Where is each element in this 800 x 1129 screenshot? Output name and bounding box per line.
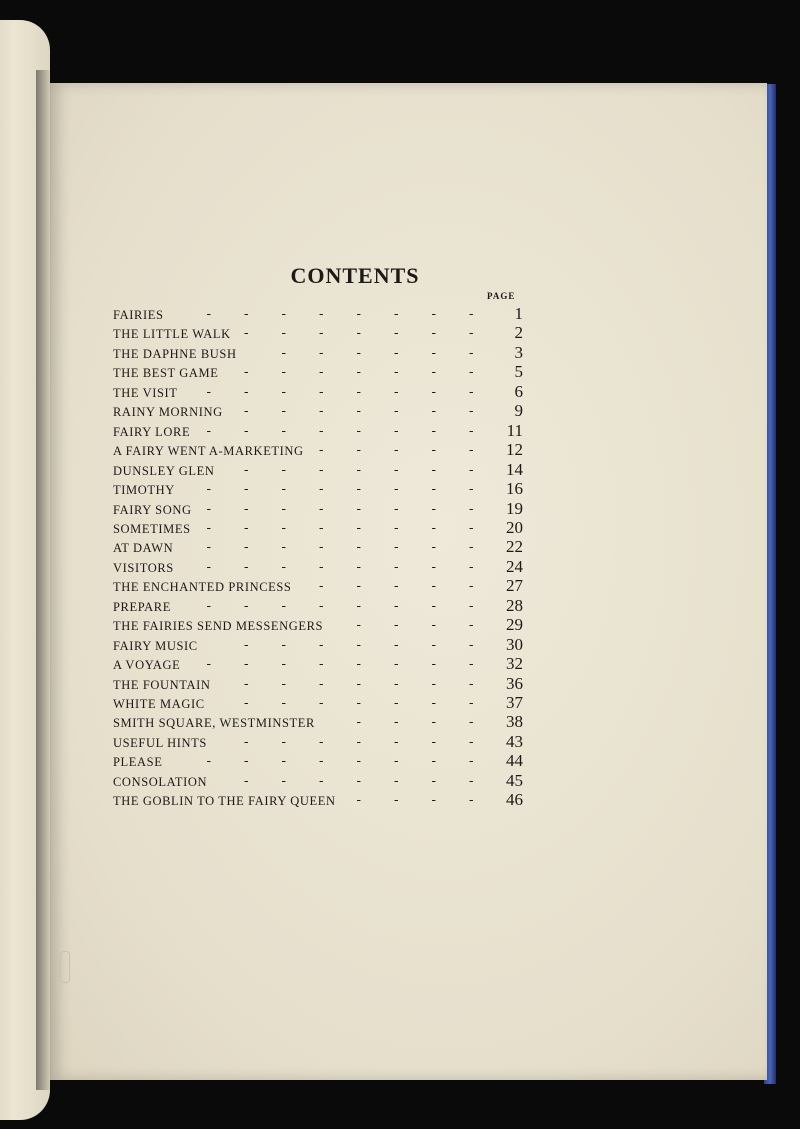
toc-entry <box>113 654 523 677</box>
toc-entry-page-number: 11 <box>506 420 523 440</box>
toc-entry-page-number: 29 <box>506 615 523 635</box>
toc-entry-page-number: 3 <box>514 342 523 362</box>
leader-dashes: - - - - - - - <box>242 405 475 420</box>
toc-entry-page-number: 2 <box>514 323 523 343</box>
toc-entry-page-number: 22 <box>506 537 523 557</box>
toc-entry-title: A FAIRY WENT A-MARKETING <box>113 444 304 459</box>
toc-entry <box>113 595 523 619</box>
leader-dashes: - - - - <box>354 619 475 634</box>
toc-entry-title: FAIRY LORE <box>113 424 191 439</box>
toc-entry <box>113 615 523 638</box>
toc-entry-page-number: 43 <box>506 731 523 751</box>
toc-entry-title: THE GOBLIN TO THE FAIRY QUEEN <box>113 794 336 809</box>
leader-dashes: - - - - - - - - <box>204 755 475 770</box>
toc-entry-title: FAIRY SONG <box>113 502 192 517</box>
toc-entry <box>113 342 523 366</box>
toc-entry <box>113 790 523 813</box>
toc-entry-title: VISITORS <box>113 560 174 575</box>
page-column-label: PAGE <box>487 291 516 301</box>
spine-shadow <box>36 70 52 1090</box>
toc-entry-page-number: 28 <box>506 595 523 615</box>
leader-dashes: - - - - - - - <box>242 366 475 381</box>
toc-entry <box>113 459 523 483</box>
leader-dashes: - - - - - - - - <box>204 521 475 536</box>
toc-entry <box>113 731 523 755</box>
toc-entry-title: DUNSLEY GLEN <box>113 463 215 478</box>
toc-entry-page-number: 37 <box>506 693 523 712</box>
toc-entry-page-number: 38 <box>506 712 523 732</box>
leader-dashes: - - - - - - <box>279 346 475 361</box>
toc-entry-page-number: 20 <box>506 517 523 537</box>
toc-entry-title: CONSOLATION <box>113 774 208 789</box>
toc-entry-title: PREPARE <box>113 599 171 614</box>
toc-entry-title: AT DAWN <box>113 541 174 556</box>
contents-title: CONTENTS <box>290 263 420 288</box>
toc-entry-title: THE ENCHANTED PRINCESS <box>113 580 292 595</box>
toc-entry <box>113 673 523 697</box>
toc-entry <box>113 401 523 424</box>
toc-entry <box>113 770 523 794</box>
toc-entry-page-number: 12 <box>506 440 523 460</box>
leader-dashes: - - - - - - - - <box>204 541 475 556</box>
toc-entry <box>113 498 523 522</box>
toc-entry <box>113 479 523 502</box>
toc-entry-title: FAIRY MUSIC <box>113 638 198 653</box>
toc-entry-title: PLEASE <box>113 755 163 770</box>
toc-entry <box>113 420 523 444</box>
toc-entry-title: SOMETIMES <box>113 521 191 536</box>
toc-entry <box>113 323 523 346</box>
leader-dashes: - - - - - - - <box>242 327 475 342</box>
toc-entry-title: WHITE MAGIC <box>113 697 205 711</box>
toc-entry-page-number: 46 <box>506 790 523 810</box>
toc-entry <box>113 362 523 385</box>
table-of-contents <box>50 83 767 1080</box>
leader-dashes: - - - - - - - - <box>204 308 475 322</box>
toc-entry-page-number: 27 <box>506 576 523 596</box>
toc-entry-title: THE VISIT <box>113 385 178 400</box>
leader-dashes: - - - - - - - - <box>204 560 475 575</box>
leader-dashes: - - - - - - - <box>242 697 475 711</box>
toc-entry-title: RAINY MORNING <box>113 405 223 420</box>
toc-entry-page-number: 24 <box>506 556 523 576</box>
leader-dashes: - - - - - - - - <box>204 424 475 439</box>
leader-dashes: - - - - - - - <box>242 735 475 750</box>
leader-dashes: - - - - - <box>317 580 475 595</box>
leader-dashes: - - - - - - - - <box>204 483 475 498</box>
pencil-mark <box>60 951 70 983</box>
leader-dashes: - - - - - <box>317 444 475 459</box>
leader-dashes: - - - - - - - <box>242 463 475 478</box>
toc-entry-page-number: 5 <box>514 362 523 382</box>
leader-dashes: - - - - - - - <box>242 774 475 789</box>
toc-entry-page-number: 36 <box>506 673 523 693</box>
leader-dashes: - - - - - - - - <box>204 502 475 517</box>
toc-entry-title: USEFUL HINTS <box>113 735 207 750</box>
toc-entry <box>113 440 523 463</box>
toc-entry <box>113 304 523 327</box>
toc-entry <box>113 576 523 599</box>
toc-entry <box>113 517 523 541</box>
toc-entry-page-number: 30 <box>506 634 523 654</box>
toc-entry <box>113 556 523 580</box>
leader-dashes: - - - - - - - - <box>204 385 475 400</box>
toc-entry-page-number: 32 <box>506 654 523 674</box>
toc-entry <box>113 537 523 560</box>
leader-dashes: - - - - - - - <box>242 677 475 692</box>
leader-dashes: - - - - - - - - <box>204 658 475 673</box>
toc-entry-title: THE FAIRIES SEND MESSENGERS <box>113 619 324 634</box>
toc-entry <box>113 693 523 716</box>
leader-dashes: - - - - - - - - <box>204 599 475 614</box>
toc-entry <box>113 712 523 735</box>
toc-entry-title: THE DAPHNE BUSH <box>113 346 237 361</box>
toc-entry-page-number: 14 <box>506 459 523 479</box>
toc-entry-page-number: 44 <box>506 751 523 771</box>
toc-entry-title: A VOYAGE <box>113 658 181 673</box>
toc-entry-title: THE BEST GAME <box>113 366 219 381</box>
leader-dashes: - - - - <box>354 794 475 809</box>
toc-entry-page-number: 1 <box>514 304 523 323</box>
toc-entry <box>113 751 523 774</box>
toc-entry <box>113 634 523 658</box>
contents-page <box>50 83 767 1080</box>
toc-entry-title: FAIRIES <box>113 308 164 322</box>
toc-entry-page-number: 19 <box>506 498 523 518</box>
toc-entry-page-number: 16 <box>506 479 523 499</box>
toc-entry-title: TIMOTHY <box>113 483 175 498</box>
toc-entry-page-number: 45 <box>506 770 523 790</box>
toc-entry-title: SMITH SQUARE, WESTMINSTER <box>113 716 315 731</box>
toc-entry-title: THE LITTLE WALK <box>113 327 231 342</box>
leader-dashes: - - - - <box>354 716 475 731</box>
toc-entry <box>113 381 523 405</box>
toc-entry-title: THE FOUNTAIN <box>113 677 211 692</box>
toc-entry-page-number: 6 <box>514 381 523 401</box>
toc-entry-page-number: 9 <box>514 401 523 421</box>
leader-dashes: - - - - - - - <box>242 638 475 653</box>
